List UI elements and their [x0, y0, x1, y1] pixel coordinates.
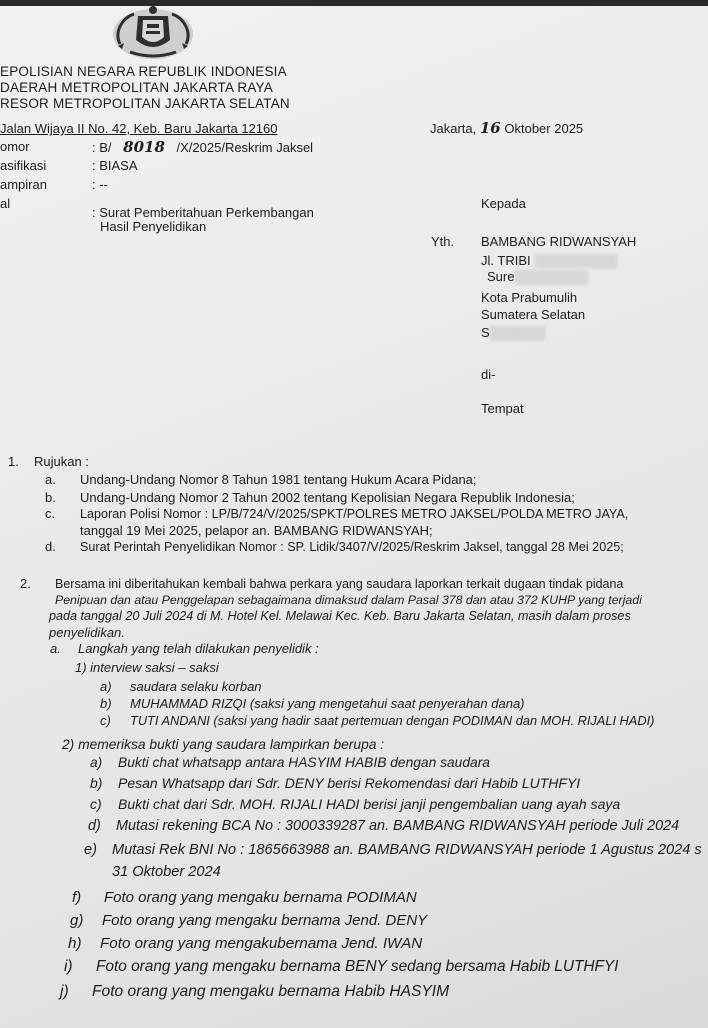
sub-2-item-f-text: Foto orang yang mengaku bernama PODIMAN	[104, 889, 417, 906]
section-2-para-line-4: penyelidikan.	[49, 625, 125, 640]
place-date-prefix: Jakarta,	[430, 121, 477, 136]
nomor-rest: /X/2025/Reskrim Jaksel	[176, 140, 314, 155]
lampiran-label: ampiran	[0, 177, 47, 192]
sub-1-item-b-key: b)	[100, 696, 112, 711]
sub-2-item-h-text: Foto orang yang mengakubernama Jend. IWAN	[100, 935, 423, 952]
section-2-para-line-3: pada tanggal 20 Juli 2024 di M. Hotel Kel. Melawai Kec. Keb. Baru Jakarta Selatan, masih dalam proses	[49, 609, 631, 623]
section-2-number: 2.	[20, 576, 31, 591]
sub-2-item-f-key: f)	[72, 889, 82, 906]
photo-edge	[0, 0, 708, 6]
rujukan-c-cont: tanggal 19 Mei 2025, pelapor an. BAMBANG RIDWANSYAH;	[80, 523, 433, 538]
sub-2-item-g-text: Foto orang yang mengaku bernama Jend. DENY	[102, 912, 428, 929]
sub-2-item-e-text: Mutasi Rek BNI No : 1865663988 an. BAMBANG RIDWANSYAH periode 1 Agustus 2024 s	[112, 842, 702, 858]
rujukan-b-key: b.	[45, 490, 56, 505]
sub-1-item-c-text: TUTI ANDANI (saksi yang hadir saat pertemuan dengan PODIMAN dan MOH. RIJALI HADI)	[130, 713, 655, 728]
sub-1-item-b-text: MUHAMMAD RIZQI (saksi yang mengetahui saat penyerahan dana)	[130, 696, 525, 711]
section-1-number: 1.	[8, 454, 19, 469]
letterhead-line-1: EPOLISIAN NEGARA REPUBLIK INDONESIA	[0, 64, 287, 79]
sub-2-item-i-key: i)	[64, 958, 73, 975]
date-day-handwritten: 16	[479, 119, 501, 137]
sub-1-item-a-key: a)	[100, 679, 112, 694]
kepada-label: Kepada	[481, 196, 526, 211]
sub-1-title: 1) interview saksi – saksi	[75, 660, 219, 675]
recipient-addr-3-text: S	[481, 325, 490, 340]
sub-2-item-a-text: Bukti chat whatsapp antara HASYIM HABIB dengan saudara	[118, 755, 490, 770]
police-emblem-icon	[110, 4, 196, 60]
section-2a-text: Langkah yang telah dilakukan penyelidik :	[78, 641, 319, 656]
nomor-label: omor	[0, 139, 30, 154]
redaction-blur: ░░░░░░	[489, 325, 545, 340]
sub-2-item-d-key: d)	[88, 818, 101, 834]
sub-2-item-b-text: Pesan Whatsapp dari Sdr. DENY berisi Rekomendasi dari Habib LUTHFYI	[118, 775, 581, 791]
place-date-suffix: Oktober 2025	[504, 121, 584, 136]
rujukan-d-key: d.	[45, 539, 56, 554]
yth-label: Yth.	[431, 234, 455, 249]
place-date	[430, 120, 583, 137]
perihal-cont: Hasil Penyelidikan	[100, 219, 207, 234]
rujukan-c-text: Laporan Polisi Nomor : LP/B/724/V/2025/SPKT/POLRES METRO JAKSEL/POLDA METRO JAYA,	[80, 507, 629, 521]
section-1-title: Rujukan :	[34, 454, 89, 469]
sub-2-item-a-key: a)	[90, 755, 103, 770]
recipient-addr-3	[481, 325, 545, 341]
recipient-addr-2	[487, 269, 588, 285]
section-2a-key: a.	[50, 641, 61, 656]
section-2-para-line-2: Penipuan dan atau Penggelapan sebagaimana dimaksud dalam Pasal 378 dan atau 372 KUHP yang terjadi	[55, 593, 642, 607]
sub-2-item-g-key: g)	[70, 912, 84, 929]
rujukan-b-text: Undang-Undang Nomor 2 Tahun 2002 tentang Kepolisian Negara Republik Indonesia;	[80, 490, 575, 505]
di-label: di-	[481, 367, 496, 382]
klasifikasi-label: asifikasi	[0, 158, 47, 173]
recipient-addr-2-text: Sure	[487, 269, 515, 284]
redaction-blur: ░░░░░░░░░	[530, 253, 618, 268]
rujukan-c-key: c.	[45, 506, 56, 521]
sub-2-item-j-key: j)	[60, 983, 69, 1000]
nomor-handwritten: 8018	[123, 138, 165, 156]
redaction-blur: ░░░░░░░░	[514, 269, 589, 284]
sub-1-item-a-text: saudara selaku korban	[130, 679, 262, 694]
perihal-value: : Surat Pemberitahuan Perkembangan	[92, 205, 314, 220]
sub-2-item-j-text: Foto orang yang mengaku bernama Habib HASYIM	[92, 983, 450, 1000]
sub-1-item-c-key: c)	[100, 713, 111, 728]
recipient-city: Kota Prabumulih	[481, 290, 578, 305]
sub-2-item-c-key: c)	[90, 796, 102, 812]
rujukan-a-text: Undang-Undang Nomor 8 Tahun 1981 tentang Hukum Acara Pidana;	[80, 472, 477, 487]
tempat-label: Tempat	[481, 401, 524, 416]
nomor-value	[92, 139, 313, 156]
sub-2-item-b-key: b)	[90, 775, 103, 791]
sub-2-item-e-cont: 31 Oktober 2024	[112, 864, 221, 880]
recipient-name: BAMBANG RIDWANSYAH	[481, 234, 637, 249]
nomor-prefix: : B/	[92, 140, 112, 155]
lampiran-value: : --	[92, 177, 108, 192]
sub-2-item-d-text: Mutasi rekening BCA No : 3000339287 an. BAMBANG RIDWANSYAH periode Juli 2024	[116, 818, 680, 834]
sub-2-item-h-key: h)	[68, 935, 82, 952]
sub-2-item-c-text: Bukti chat dari Sdr. MOH. RIJALI HADI berisi janji pengembalian uang ayah saya	[118, 796, 621, 812]
letterhead-line-3: RESOR METROPOLITAN JAKARTA SELATAN	[0, 96, 290, 111]
sub-2-item-i-text: Foto orang yang mengaku bernama BENY sedang bersama Habib LUTHFYI	[96, 958, 619, 975]
perihal-label: al	[0, 196, 11, 211]
section-2-para-line-1: Bersama ini diberitahukan kembali bahwa perkara yang saudara laporkan terkait dugaan tindak pidana	[55, 577, 624, 591]
klasifikasi-value: : BIASA	[92, 158, 138, 173]
recipient-addr-1-text: Jl. TRIBI	[481, 253, 531, 268]
recipient-addr-1	[481, 253, 617, 269]
letterhead-address: Jalan Wijaya II No. 42, Keb. Baru Jakarta 12160	[0, 121, 278, 136]
rujukan-a-key: a.	[45, 472, 56, 487]
recipient-province: Sumatera Selatan	[481, 307, 586, 322]
letterhead-line-2: DAERAH METROPOLITAN JAKARTA RAYA	[0, 80, 273, 95]
sub-2-title: 2) memeriksa bukti yang saudara lampirkan berupa :	[62, 737, 385, 752]
sub-2-item-e-key: e)	[84, 842, 97, 858]
rujukan-d-text: Surat Perintah Penyelidikan Nomor : SP. Lidik/3407/V/2025/Reskrim Jaksel, tanggal 28 Mei 2025;	[80, 540, 624, 554]
